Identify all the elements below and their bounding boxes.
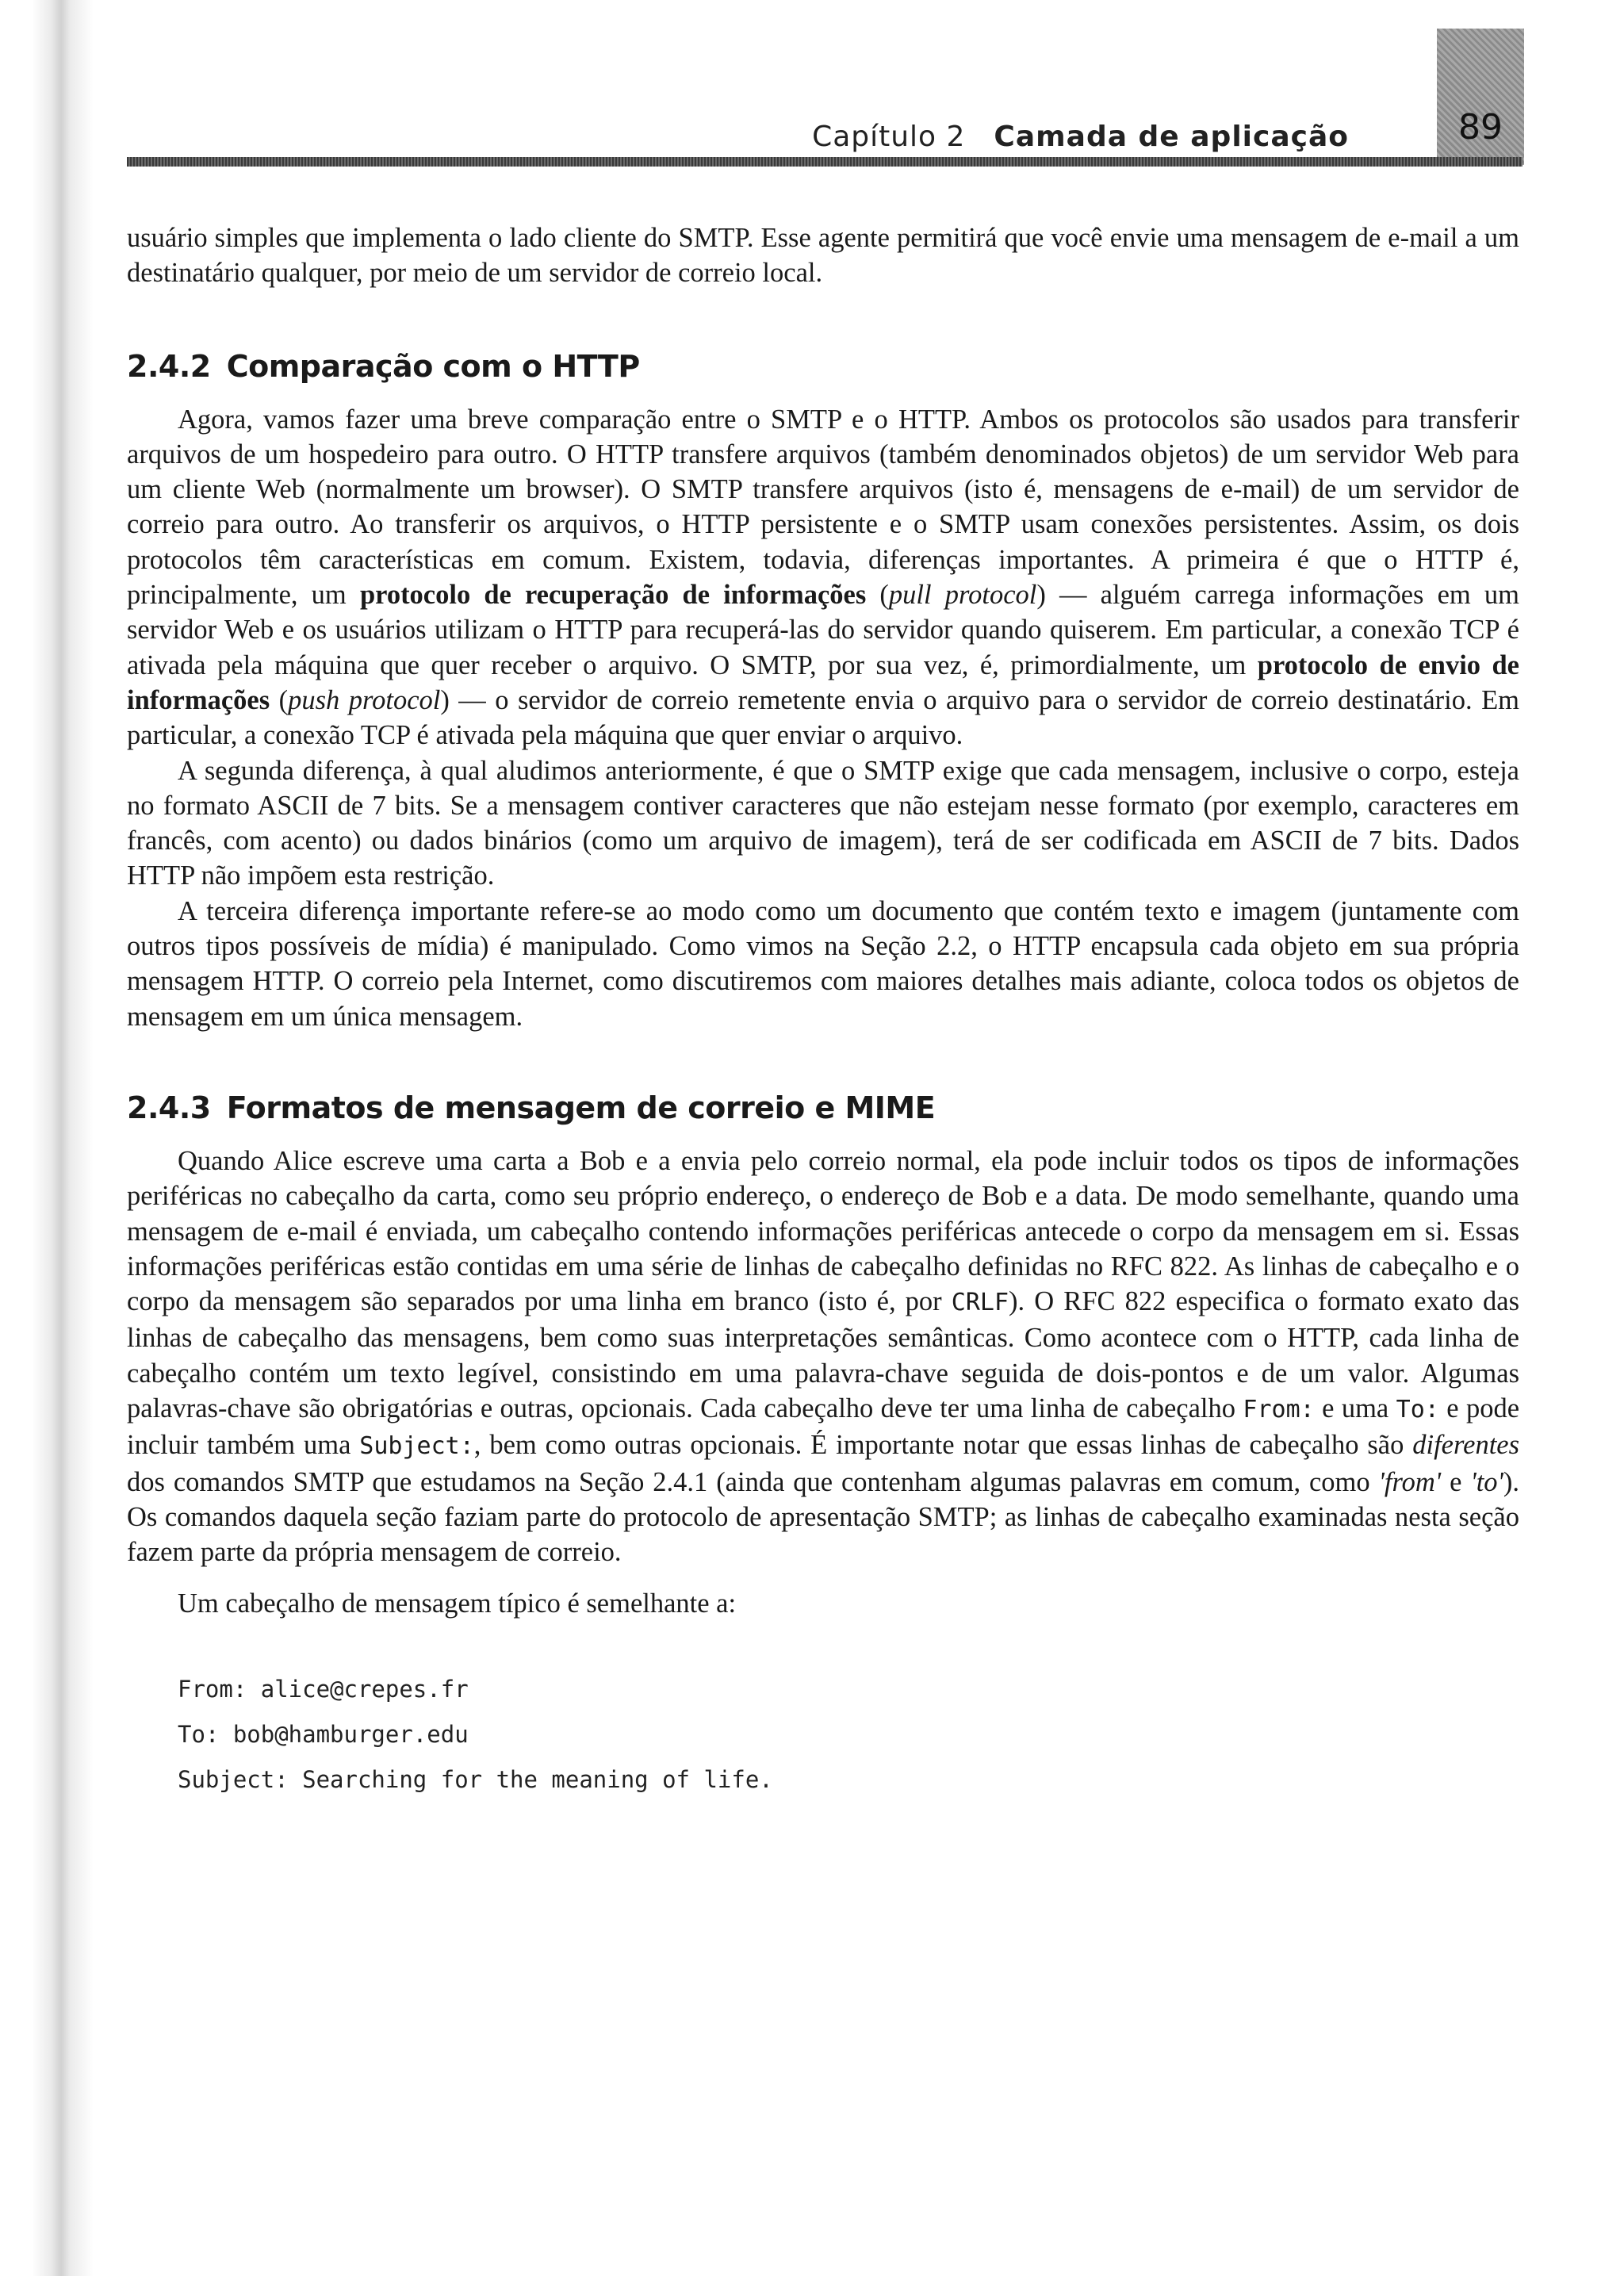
code-term: CRLF [951,1289,1009,1317]
bold-term: protocolo de recuperação de informações [359,580,867,611]
text-run: , bem como outras opcionais. É importante notar que essas linhas de cabeçalho são [473,1430,1404,1461]
text-run: e [1450,1466,1462,1497]
bold-term: protocolo de envio de informações [127,649,1519,715]
mail-subject-line: Subject: Searching for the meaning of life. [178,1765,773,1793]
text-run: — o servidor de correio remetente envia o arquivo para o servidor de correio destinatário. Em particular, a conexão TCP é ativada pela máquina que quer enviar o arquivo. [127,684,1519,751]
italic-term: diferentes [1412,1430,1520,1461]
text-run: Agora, vamos fazer uma breve comparação entre o SMTP e o HTTP. Ambos os protocolos são usados para transferir arquivos de um hospedeiro para outro. O HTTP transfere arquivos (também denominados objetos) de um servidor Web para um cliente Web (normalmente um browser). O SMTP transfere arquivos (isto é, mensagens de e-mail) de um servidor de correio para outro. Ao transferir os arquivos, o HTTP persistente e o SMTP usam conexões persistentes. Assim, os dois protocolos têm características em comum. Existem, todavia, diferenças importantes. A primeira é que o HTTP é, principalmente, um [127,404,1519,611]
section-label: Camada de aplicação [994,121,1349,153]
mail-to-line: To: bob@hamburger.edu [178,1720,469,1748]
section-title: Comparação com o HTTP [226,348,640,384]
intro-paragraph: usuário simples que implementa o lado cliente do SMTP. Esse agente permitirá que você envie uma mensagem de e-mail a um destinatário qualquer, por meio de um servidor de correio local. [127,223,1519,289]
italic-term: 'to' [1470,1466,1503,1497]
paragraph-third-difference: A terceira diferença importante refere-se ao modo como um documento que contém texto e imagem (juntamente com outros tipos possíveis de mídia) é manipulado. Como vimos na Seção 2.2, o HTTP encapsula cada objeto em sua própria mensagem HTTP. O correio pela Internet, como discutiremos com maiores detalhes mais adiante, coloca todos os objetos de mensagem em um única mensagem. [127,895,1519,1032]
page-number: 89 [1458,107,1503,148]
italic-term: push protocol [288,684,441,715]
text-run: — alguém carrega informações em um servidor Web e os usuários utilizam o HTTP para recuperá-las do servidor quando quiserem. Em particular, a conexão TCP é ativada pela máquina que quer receber o arquivo. O SMTP, por sua vez, é, primordialmente, um [127,580,1519,680]
text-run: e pode incluir também uma [127,1393,1520,1461]
paragraph-http-smtp-comparison: Agora, vamos fazer uma breve comparação entre o SMTP e o HTTP. Ambos os protocolos são usados para transferir arquivos de um hospedeiro para outro. O HTTP transfere arquivos (também denominados objetos) de um servidor Web para um cliente Web (normalmente um browser). O SMTP transfere arquivos (isto é, mensagens de e-mail) de um servidor de correio para outro. Ao transferir os arquivos, o HTTP persistente e o SMTP usam conexões persistentes. Assim, os dois protocolos têm características em comum. Existem, todavia, diferenças importantes. A primeira é que o HTTP é, principalmente, um protocolo de recuperação de informações (pull protocol) — alguém carrega informações em um servidor Web e os usuários utilizam o HTTP para recuperá-las do servidor quando quiserem. Em particular, a conexão TCP é ativada pela máquina que quer receber o arquivo. O SMTP, por sua vez, é, primordialmente, um protocolo de envio de informações (push protocol) — o servidor de correio remetente envia o arquivo para o servidor de correio destinatário. Em particular, a conexão TCP é ativada pela máquina que quer enviar o arquivo. [127,404,1519,751]
page-body [127,220,1519,1803]
paragraph-second-difference: A segunda diferença, à qual aludimos anteriormente, é que o SMTP exige que cada mensagem, inclusive o corpo, esteja no formato ASCII de 7 bits. Se a mensagem contiver caracteres que não estejam nesse formato (por exemplo, caracteres em francês, com acento) ou dados binários (como um arquivo de imagem), terá de ser codificada em ASCII de 7 bits. Dados HTTP não impõem esta restrição. [127,755,1519,891]
header-rule [127,157,1522,167]
section-heading-2-4-3 [127,1088,1519,1128]
running-header-text [812,121,1349,153]
text-run: Quando Alice escreve uma carta a Bob e a envia pelo correio normal, ela pode incluir todos os tipos de informações periféricas no cabeçalho da carta, como seu próprio endereço, o endereço de Bob e a data. De modo semelhante, quando uma mensagem de e-mail é enviada, um cabeçalho contendo informações periféricas antecede o corpo da mensagem em si. Essas informações periféricas estão contidas em uma série de linhas de cabeçalho definidas no RFC 822. As linhas de cabeçalho e o corpo da mensagem são separados por uma linha em branco (isto é, por [127,1145,1519,1317]
code-term: To: [1396,1396,1439,1424]
mail-header-example [127,1667,1519,1803]
running-header [127,103,1519,162]
paragraph-mail-header-format [127,1144,1519,1570]
text-run: e uma [1322,1393,1389,1424]
italic-term: 'from' [1378,1466,1442,1497]
scan-shadow-edge [32,0,94,2276]
code-term: From: [1243,1396,1315,1424]
section-title: Formatos de mensagem de correio e MIME [226,1090,936,1125]
text-run: dos comandos SMTP que estudamos na Seção 2.4.1 (ainda que contenham algumas palavras em comum, como [127,1466,1370,1497]
section-number: 2.4.2 [127,348,211,384]
mail-from-line: From: alice@crepes.fr [178,1675,469,1703]
text-run: ). Os comandos daquela seção faziam parte do protocolo de apresentação SMTP; as linhas de cabeçalho examinadas nesta seção fazem parte da própria mensagem de correio. [127,1466,1520,1568]
chapter-label: Capítulo 2 [812,121,966,153]
section-heading-2-4-2 [127,347,1519,386]
paragraph-typical-header: Um cabeçalho de mensagem típico é semelhante a: [178,1588,737,1619]
italic-term: pull protocol [888,580,1037,611]
text-run: ). O RFC 822 especifica o formato exato das linhas de cabeçalho das mensagens, bem como suas interpretações semânticas. Como acontece com o HTTP, cada linha de cabeçalho contém um texto legível, consistindo em uma palavra-chave seguida de dois-pontos e de um valor. Algumas palavras-chave são obrigatórias e outras, opcionais. Cada cabeçalho deve ter uma linha de cabeçalho [127,1286,1519,1424]
code-term: Subject: [359,1432,474,1461]
section-number: 2.4.3 [127,1090,211,1125]
